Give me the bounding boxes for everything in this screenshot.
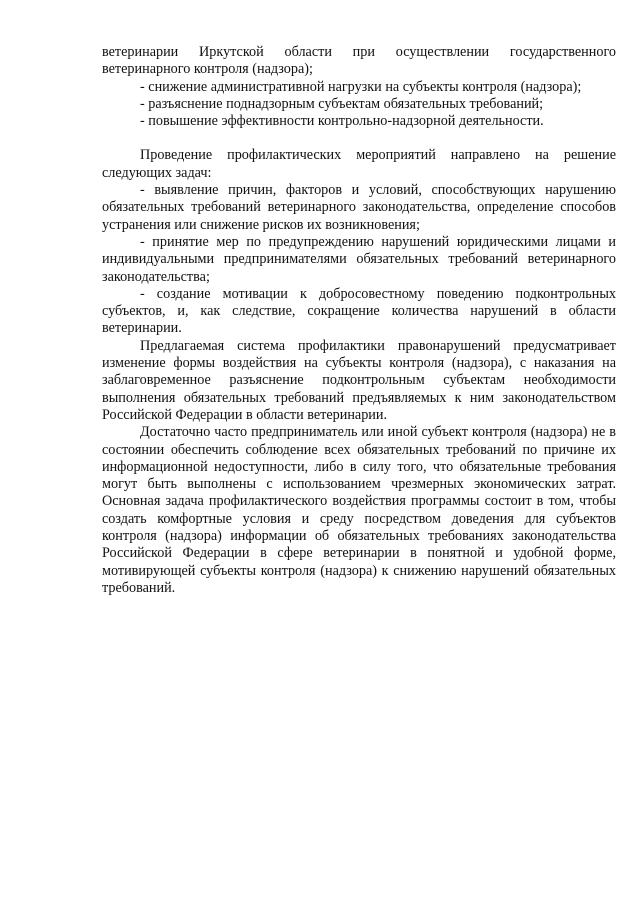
paragraph-gap	[102, 130, 616, 147]
list-item-clarification: - разъяснение поднадзорным субъектам обязательных требований;	[140, 95, 544, 112]
list-item-motivation: - создание мотивации к добросовестному поведению подконтрольных субъектов, и, как следствие, сокращение количества нарушений в области ветеринарии.	[102, 285, 616, 337]
list-item-identify-causes: - выявление причин, факторов и условий, способствующих нарушению обязательных требований ветеринарного законодательства, определение способов устранения или снижение рисков их возникновения;	[102, 182, 616, 233]
list-item-efficiency: - повышение эффективности контрольно-надзорной деятельности.	[140, 113, 544, 130]
paragraph-continuation: ветеринарии Иркутской области при осуществлении государственного ветеринарного контроля (надзора);	[102, 44, 616, 78]
document-body	[102, 44, 616, 597]
paragraph-proposed-system: Предлагаемая система профилактики правонарушений предусматривает изменение формы воздействия на субъекты контроля (надзора), с наказания на заблаговременное разъяснение подконтрольным субъектам необходимости выполнения обязательных требований предъявляемых к ним законодательством Российской Федерации в области ветеринарии.	[102, 337, 616, 423]
paragraph-main-task: Достаточно часто предприниматель или иной субъект контроля (надзора) не в состоянии обеспечить соблюдение всех обязательных требований по причине их информационной недоступности, либо в силу того, что обязательные требования могут быть выполнены с использованием чрезмерных экономических затрат. Основная задача профилактического воздействия программы состоит в том, чтобы создать комфортные условия и среду посредством доведения для субъектов контроля (надзора) информации об обязательных требованиях законодательства Российской Федерации в сфере ветеринарии в понятной и удобной форме, мотивирующей субъекты контроля (надзора) к снижению нарушений обязательных требований.	[102, 424, 616, 596]
list-item-admin-burden: - снижение административной нагрузки на субъекты контроля (надзора);	[140, 78, 582, 95]
paragraph-tasks-intro: Проведение профилактических мероприятий направлено на решение следующих задач:	[102, 147, 616, 181]
list-item-prevention-measures: - принятие мер по предупреждению нарушений юридическими лицами и индивидуальными предпринимателями обязательных требований ветеринарного законодательства;	[102, 233, 616, 285]
